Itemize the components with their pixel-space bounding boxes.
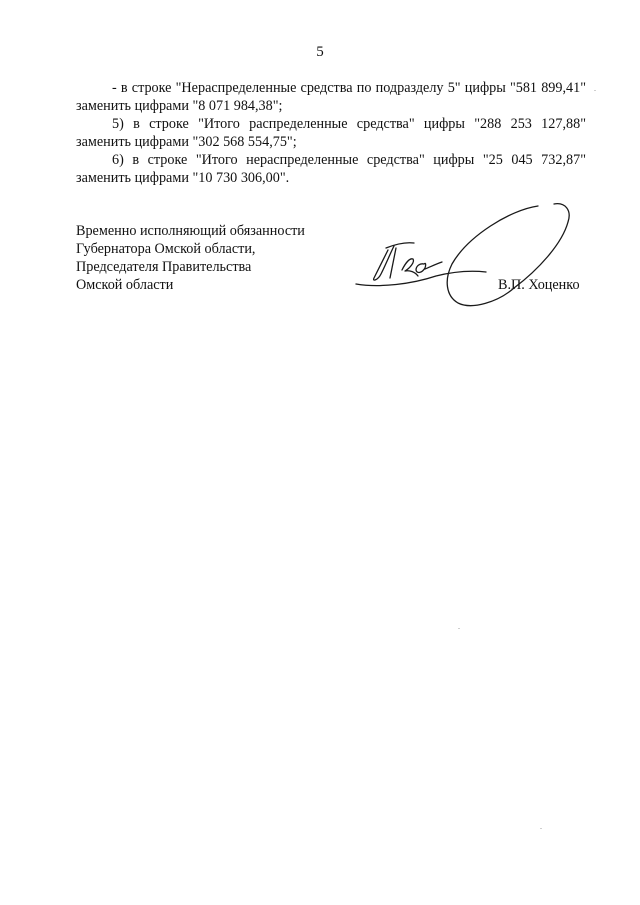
document-body <box>76 79 586 187</box>
signatory-title-block <box>76 222 326 294</box>
signatory-title-line: Временно исполняющий обязанности <box>76 223 305 239</box>
signatory-title-line: Губернатора Омской области, <box>76 241 256 257</box>
scan-speck <box>540 828 542 829</box>
paragraph-amendment-unallocated-section-5: - в строке "Нераспределенные средства по подразделу 5" цифры "581 899,41" заменить цифрами "8 071 984,38"; <box>76 80 586 114</box>
handwritten-signature <box>350 192 590 318</box>
scan-speck <box>594 90 596 91</box>
signatory-title-line: Омской области <box>76 277 174 293</box>
page-number: 5 <box>316 44 324 60</box>
paragraph-amendment-total-allocated: 5) в строке "Итого распределенные средства" цифры "288 253 127,88" заменить цифрами "302 568 554,75"; <box>76 116 586 150</box>
signer-name: В.П. Хоценко <box>498 277 580 293</box>
scan-speck <box>458 628 460 629</box>
paragraph-amendment-total-unallocated: 6) в строке "Итого нераспределенные средства" цифры "25 045 732,87" заменить цифрами "10 730 306,00". <box>76 152 586 186</box>
signatory-title-line: Председателя Правительства <box>76 259 252 275</box>
